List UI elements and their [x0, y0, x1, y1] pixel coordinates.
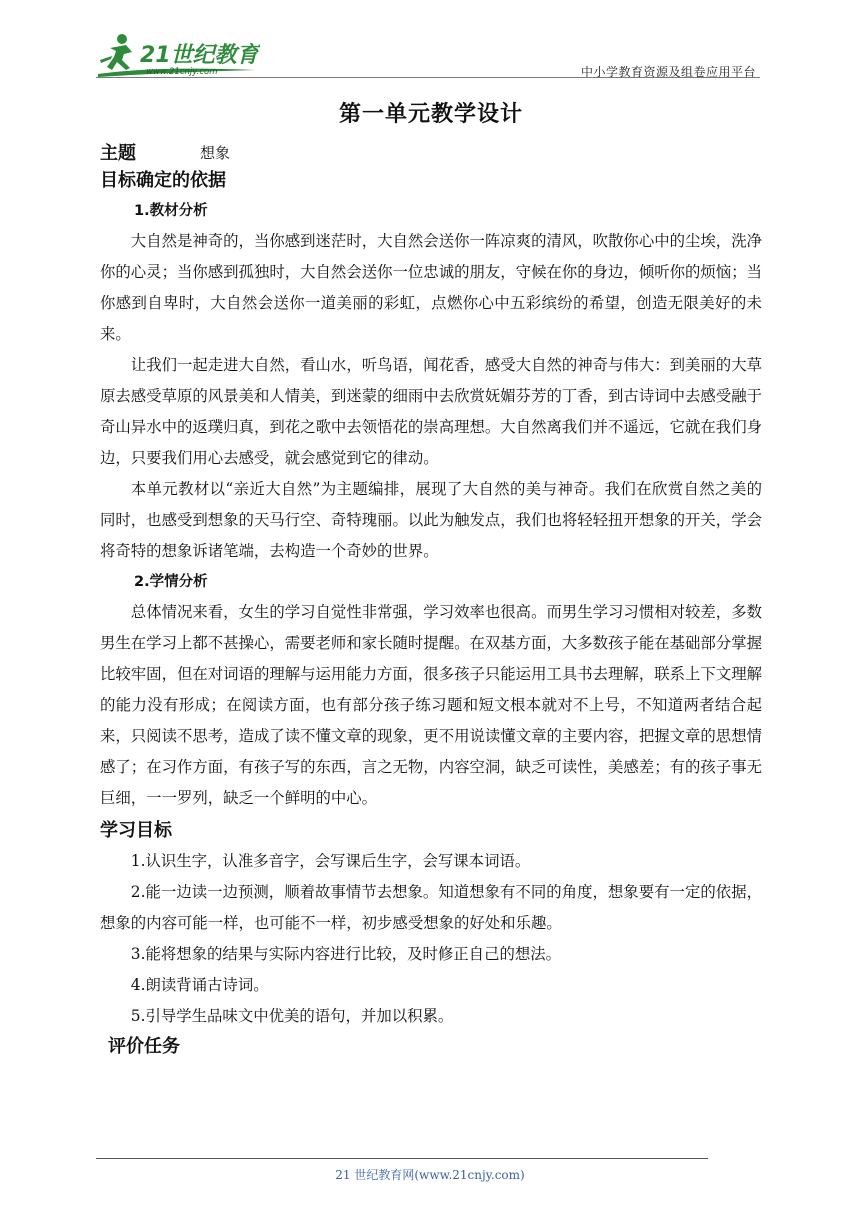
- svg-text:www.21cnjy.com: www.21cnjy.com: [146, 67, 218, 77]
- student-analysis-paragraph: 总体情况来看，女生的学习自觉性非常强，学习效率也很高。而男生学习习惯相对较差，多数男生在学习上都不甚操心，需要老师和家长随时提醒。在双基方面，大多数孩子能在基础部分掌握比较牢固，但在对词语的理解与运用能力方面，很多孩子只能运用工具书去理解，联系上下文理解的能力没有形成；在阅读方面，也有部分孩子练习题和短文根本就对不上号，不知道两者结合起来，只阅读不思考，造成了读不懂文章的现象，更不用说读懂文章的主要内容，把握文章的思想情感了；在习作方面，有孩子写的东西，言之无物，内容空洞，缺乏可读性，美感差；有的孩子事无巨细，一一罗列，缺乏一个鲜明的中心。: [100, 603, 762, 807]
- student-analysis-heading: 2.学情分析: [134, 574, 208, 590]
- assessment-heading: 评价任务: [108, 1036, 180, 1057]
- material-paragraph: 让我们一起走进大自然，看山水，听鸟语，闻花香，感受大自然的神奇与伟大：到美丽的大草原去感受草原的风景美和人情美，到迷蒙的细雨中去欣赏妩媚芬芳的丁香，到古诗词中去感受融于奇山异水中的返璞归真，到花之歌中去领悟花的崇高理想。大自然离我们并不遥远，它就在我们身边，只要我们用心去感受，就会感觉到它的律动。: [100, 356, 762, 467]
- header-divider: [96, 77, 760, 78]
- goal-item: 3.能将想象的结果与实际内容进行比较，及时修正自己的想法。: [130, 945, 562, 963]
- topic-value: 想象: [200, 143, 231, 162]
- material-paragraph: 本单元教材以“亲近大自然”为主题编排，展现了大自然的美与神奇。我们在欣赏自然之美的同时，也感受到想象的天马行空、奇特瑰丽。以此为触发点，我们也将轻轻扭开想象的开关，学会将奇特的想象诉诸笔端，去构造一个奇妙的世界。: [100, 480, 762, 560]
- page-header: [96, 30, 760, 82]
- material-analysis-heading: 1.教材分析: [134, 203, 208, 219]
- site-logo[interactable]: [96, 30, 260, 82]
- platform-tagline: 中小学教育资源及组卷应用平台: [580, 65, 756, 79]
- footer-link[interactable]: 21 世纪教育网(www.21cnjy.com): [335, 1168, 525, 1182]
- goal-item: 4.朗读背诵古诗词。: [130, 976, 269, 994]
- goal-item: 1.认识生字，认准多音字，会写课后生字，会写课本词语。: [130, 852, 531, 870]
- logo-graphic: [96, 30, 260, 82]
- topic-row: [100, 138, 762, 166]
- learning-goals-heading: 学习目标: [100, 820, 172, 841]
- material-paragraph: 大自然是神奇的，当你感到迷茫时，大自然会送你一阵凉爽的清风，吹散你心中的尘埃，洗净你的心灵；当你感到孤独时，大自然会送你一位忠诚的朋友，守候在你的身边，倾听你的烦恼；当你感到自卑时，大自然会送你一道美丽的彩虹，点燃你心中五彩缤纷的希望，创造无限美好的未来。: [100, 232, 762, 343]
- document-body: [100, 98, 762, 1062]
- document-title: 第一单元教学设计: [338, 102, 523, 127]
- topic-label: 主题: [100, 143, 136, 164]
- footer-divider: [96, 1158, 708, 1159]
- goal-item: 2.能一边读一边预测，顺着故事情节去想象。知道想象有不同的角度，想象要有一定的依据，想象的内容可能一样，也可能不一样，初步感受想象的好处和乐趣。: [100, 883, 762, 932]
- goal-item: 5.引导学生品味文中优美的语句，并加以积累。: [130, 1007, 454, 1025]
- basis-heading: 目标确定的依据: [100, 170, 226, 191]
- svg-text:21世纪教育: 21世纪教育: [140, 43, 259, 68]
